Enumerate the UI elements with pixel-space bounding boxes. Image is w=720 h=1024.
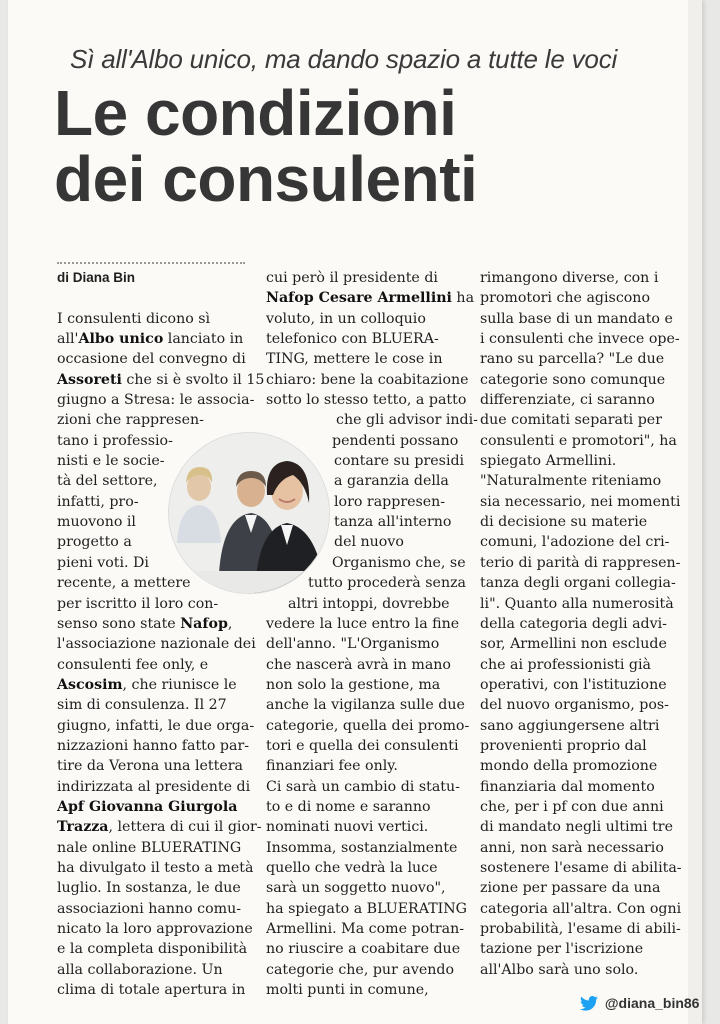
text-line: muovono il — [57, 514, 136, 531]
text-line: giugno a Stresa: le associa- — [57, 392, 255, 409]
text-line: "Naturalmente riteniamo — [480, 473, 662, 490]
article-photo — [168, 432, 330, 594]
text-line: nisti e le socie- — [57, 453, 165, 470]
text-line: indirizzata al presidente di — [57, 778, 251, 795]
text-line: infatti, pro- — [57, 493, 139, 510]
text-line: categorie sono comunque — [480, 371, 666, 388]
text-line: contare su presidi — [334, 453, 465, 470]
text-line: vedere la luce entro la fine — [266, 615, 460, 632]
text-line: categorie, quella dei promo- — [266, 717, 470, 734]
text-line: rimangono diverse, con i — [480, 270, 659, 286]
text-line: alla collaborazione. Un — [57, 961, 223, 978]
text-line: Ascosim, che riunisce le — [57, 676, 237, 693]
text-line: provenienti proprio dal — [480, 737, 647, 754]
title-line-2: dei consulenti — [54, 143, 478, 215]
article-column-3 — [480, 268, 690, 980]
text-line: consulenti e promotori", ha — [480, 432, 677, 449]
text-line: l'associazione nazionale dei — [57, 636, 256, 653]
text-line: nizzazioni hanno fatto par- — [57, 737, 250, 754]
text-line: sano aggiungersene altri — [480, 717, 660, 734]
text-line: no riuscire a coabitare due — [266, 941, 461, 958]
text-line: sulla base di un mandato e — [480, 310, 673, 327]
text-line: ha divulgato il testo a metà — [57, 859, 254, 876]
text-line: Organismo che, se — [332, 554, 466, 571]
text-line: TING, mettere le cose in — [266, 351, 443, 368]
title-line-1: Le condizioni — [54, 77, 457, 149]
text-line: di mandato negli ultimi tre — [480, 819, 673, 836]
text-line: giugno, infatti, le due orga- — [57, 717, 255, 734]
text-line: senso sono state Nafop, — [57, 615, 233, 632]
byline: di Diana Bin — [57, 270, 136, 285]
text-line: telefonico con BLUERA- — [266, 331, 439, 348]
article-column-2 — [266, 268, 478, 1000]
text-line: quello che vedrà la luce — [266, 859, 438, 876]
text-line: per iscritto il loro con- — [57, 595, 219, 612]
text-line: tanza all'interno — [334, 514, 452, 531]
text-line: operativi, con l'istituzione — [480, 676, 667, 693]
text-line: finanziaria dal momento — [480, 778, 655, 795]
text-line: cui però il presidente di — [266, 270, 438, 286]
text-line: voluto, in un colloquio — [266, 310, 426, 327]
text-line: luglio. In sostanza, le due — [57, 880, 241, 897]
text-line: sim di consulenza. Il 27 — [57, 697, 227, 714]
text-line: progetto a — [57, 534, 132, 551]
text-line: che nascerà avrà in mano — [266, 656, 451, 673]
dotted-divider — [57, 262, 245, 264]
text-line: non solo la gestione, ma — [266, 676, 441, 693]
text-line: tazione per l'iscrizione — [480, 941, 644, 958]
text-line: sarà un soggetto nuovo", — [266, 880, 446, 897]
text-line: pieni voti. Di — [57, 554, 149, 571]
text-line: Ci sarà un cambio di statu- — [266, 778, 460, 795]
text-line: associazioni hanno comu- — [57, 900, 242, 917]
twitter-handle[interactable] — [580, 995, 699, 1011]
text-line: consulenti fee only, e — [57, 656, 209, 673]
text-fragment: all'Albo unico lanciato in — [57, 331, 244, 348]
twitter-handle-text: @diana_bin86 — [604, 995, 700, 1011]
text-line: molti punti in comune, — [266, 982, 429, 999]
text-line: che, per i pf con due anni — [480, 798, 664, 815]
text-line: ha spiegato a BLUERATING — [266, 900, 468, 917]
text-line: anni, non sarà necessario — [480, 839, 664, 856]
text-line: occasione del convegno di — [57, 351, 246, 368]
text-line: che ai professionisti già — [480, 656, 651, 673]
text-line: tanza degli organi collegia- — [480, 575, 676, 592]
text-line: categorie che, pur avendo — [266, 961, 454, 978]
text-line: i consulenti che invece ope- — [480, 331, 680, 348]
text-line: Trazza, lettera di cui il gior- — [57, 819, 262, 836]
text-line: nicato la loro approvazione — [57, 921, 253, 937]
text-line: di decisione su materie — [480, 514, 648, 531]
text-line: promotori che agiscono — [480, 290, 650, 307]
text-line: nale online BLUERATING — [57, 839, 242, 856]
text-line: spiegato Armellini. — [480, 453, 617, 470]
article-title — [54, 77, 694, 215]
article-column-1 — [57, 268, 265, 1000]
text-line: recente, a mettere — [57, 575, 191, 592]
text-line: del nuovo — [334, 534, 404, 551]
text-line: sostenere l'esame di abilita- — [480, 859, 682, 876]
text-line: Armellini. Ma come potran- — [266, 921, 465, 937]
text-line: tori e quella dei consulenti — [266, 737, 459, 754]
text-line: li". Quanto alla numerosità — [480, 595, 674, 612]
text-line: terio di parità di rappresen- — [480, 554, 681, 571]
text-line: altri intoppi, dovrebbe — [288, 595, 450, 612]
text-line: comuni, l'adozione del cri- — [480, 534, 670, 551]
column-spacer — [57, 288, 253, 308]
text-line: sor, Armellini non esclude — [480, 636, 667, 653]
text-line: zione per passare da una — [480, 880, 661, 897]
text-line: clima di totale apertura in — [57, 982, 246, 999]
text-line: dell'anno. "L'Organismo — [266, 636, 440, 653]
text-line: tà del settore, — [57, 473, 158, 490]
text-line: finanziari fee only. — [266, 758, 398, 775]
text-line: I consulenti dicono sì — [57, 310, 211, 327]
text-line: anche la vigilanza sulle due — [266, 697, 465, 714]
text-line: della categoria degli advi- — [480, 615, 667, 632]
text-line: mondo della promozione — [480, 758, 658, 775]
text-line: rano su parcella? "Le due — [480, 351, 665, 368]
text-line: sotto lo stesso tetto, a patto — [266, 392, 467, 409]
text-line: due comitati separati per — [480, 412, 662, 429]
text-line: all'Albo sarà uno solo. — [480, 961, 639, 978]
text-line: Insomma, sostanzialmente — [266, 839, 458, 856]
text-line: tutto procederà senza — [308, 575, 467, 592]
text-line: e la completa disponibilità — [57, 941, 248, 958]
text-line: sia necessario, nei momenti — [480, 493, 681, 510]
text-line: zioni che rappresen- — [57, 412, 204, 429]
text-line: Nafop Cesare Armellini ha — [266, 290, 475, 307]
twitter-bird-icon — [580, 996, 598, 1011]
text-line: a garanzia della — [334, 473, 449, 490]
text-line: categoria all'altra. Con ogni — [480, 900, 682, 917]
text-line: to e di nome e saranno — [266, 798, 431, 815]
text-line: pendenti possano — [332, 432, 459, 449]
text-line: Assoreti che si è svolto il 15 — [57, 371, 265, 388]
magazine-page — [8, 0, 702, 1024]
article-subtitle: Sì all'Albo unico, ma dando spazio a tutte le voci — [70, 44, 618, 74]
text-line: tire da Verona una lettera — [57, 758, 243, 775]
text-line: che gli advisor indi- — [336, 412, 478, 429]
text-line: tano i professio- — [57, 432, 173, 449]
text-line: differenziate, ci saranno — [480, 392, 655, 409]
text-line: loro rappresen- — [334, 493, 446, 510]
text-line — [57, 329, 253, 349]
business-people-illustration — [169, 433, 329, 593]
text-line: nominati nuovi vertici. — [266, 819, 429, 836]
text-line: Apf Giovanna Giurgola — [57, 798, 238, 815]
text-line: del nuovo organismo, pos- — [480, 697, 669, 714]
text-line: probabilità, l'esame di abili- — [480, 921, 681, 937]
text-line: chiaro: bene la coabitazione — [266, 371, 469, 388]
